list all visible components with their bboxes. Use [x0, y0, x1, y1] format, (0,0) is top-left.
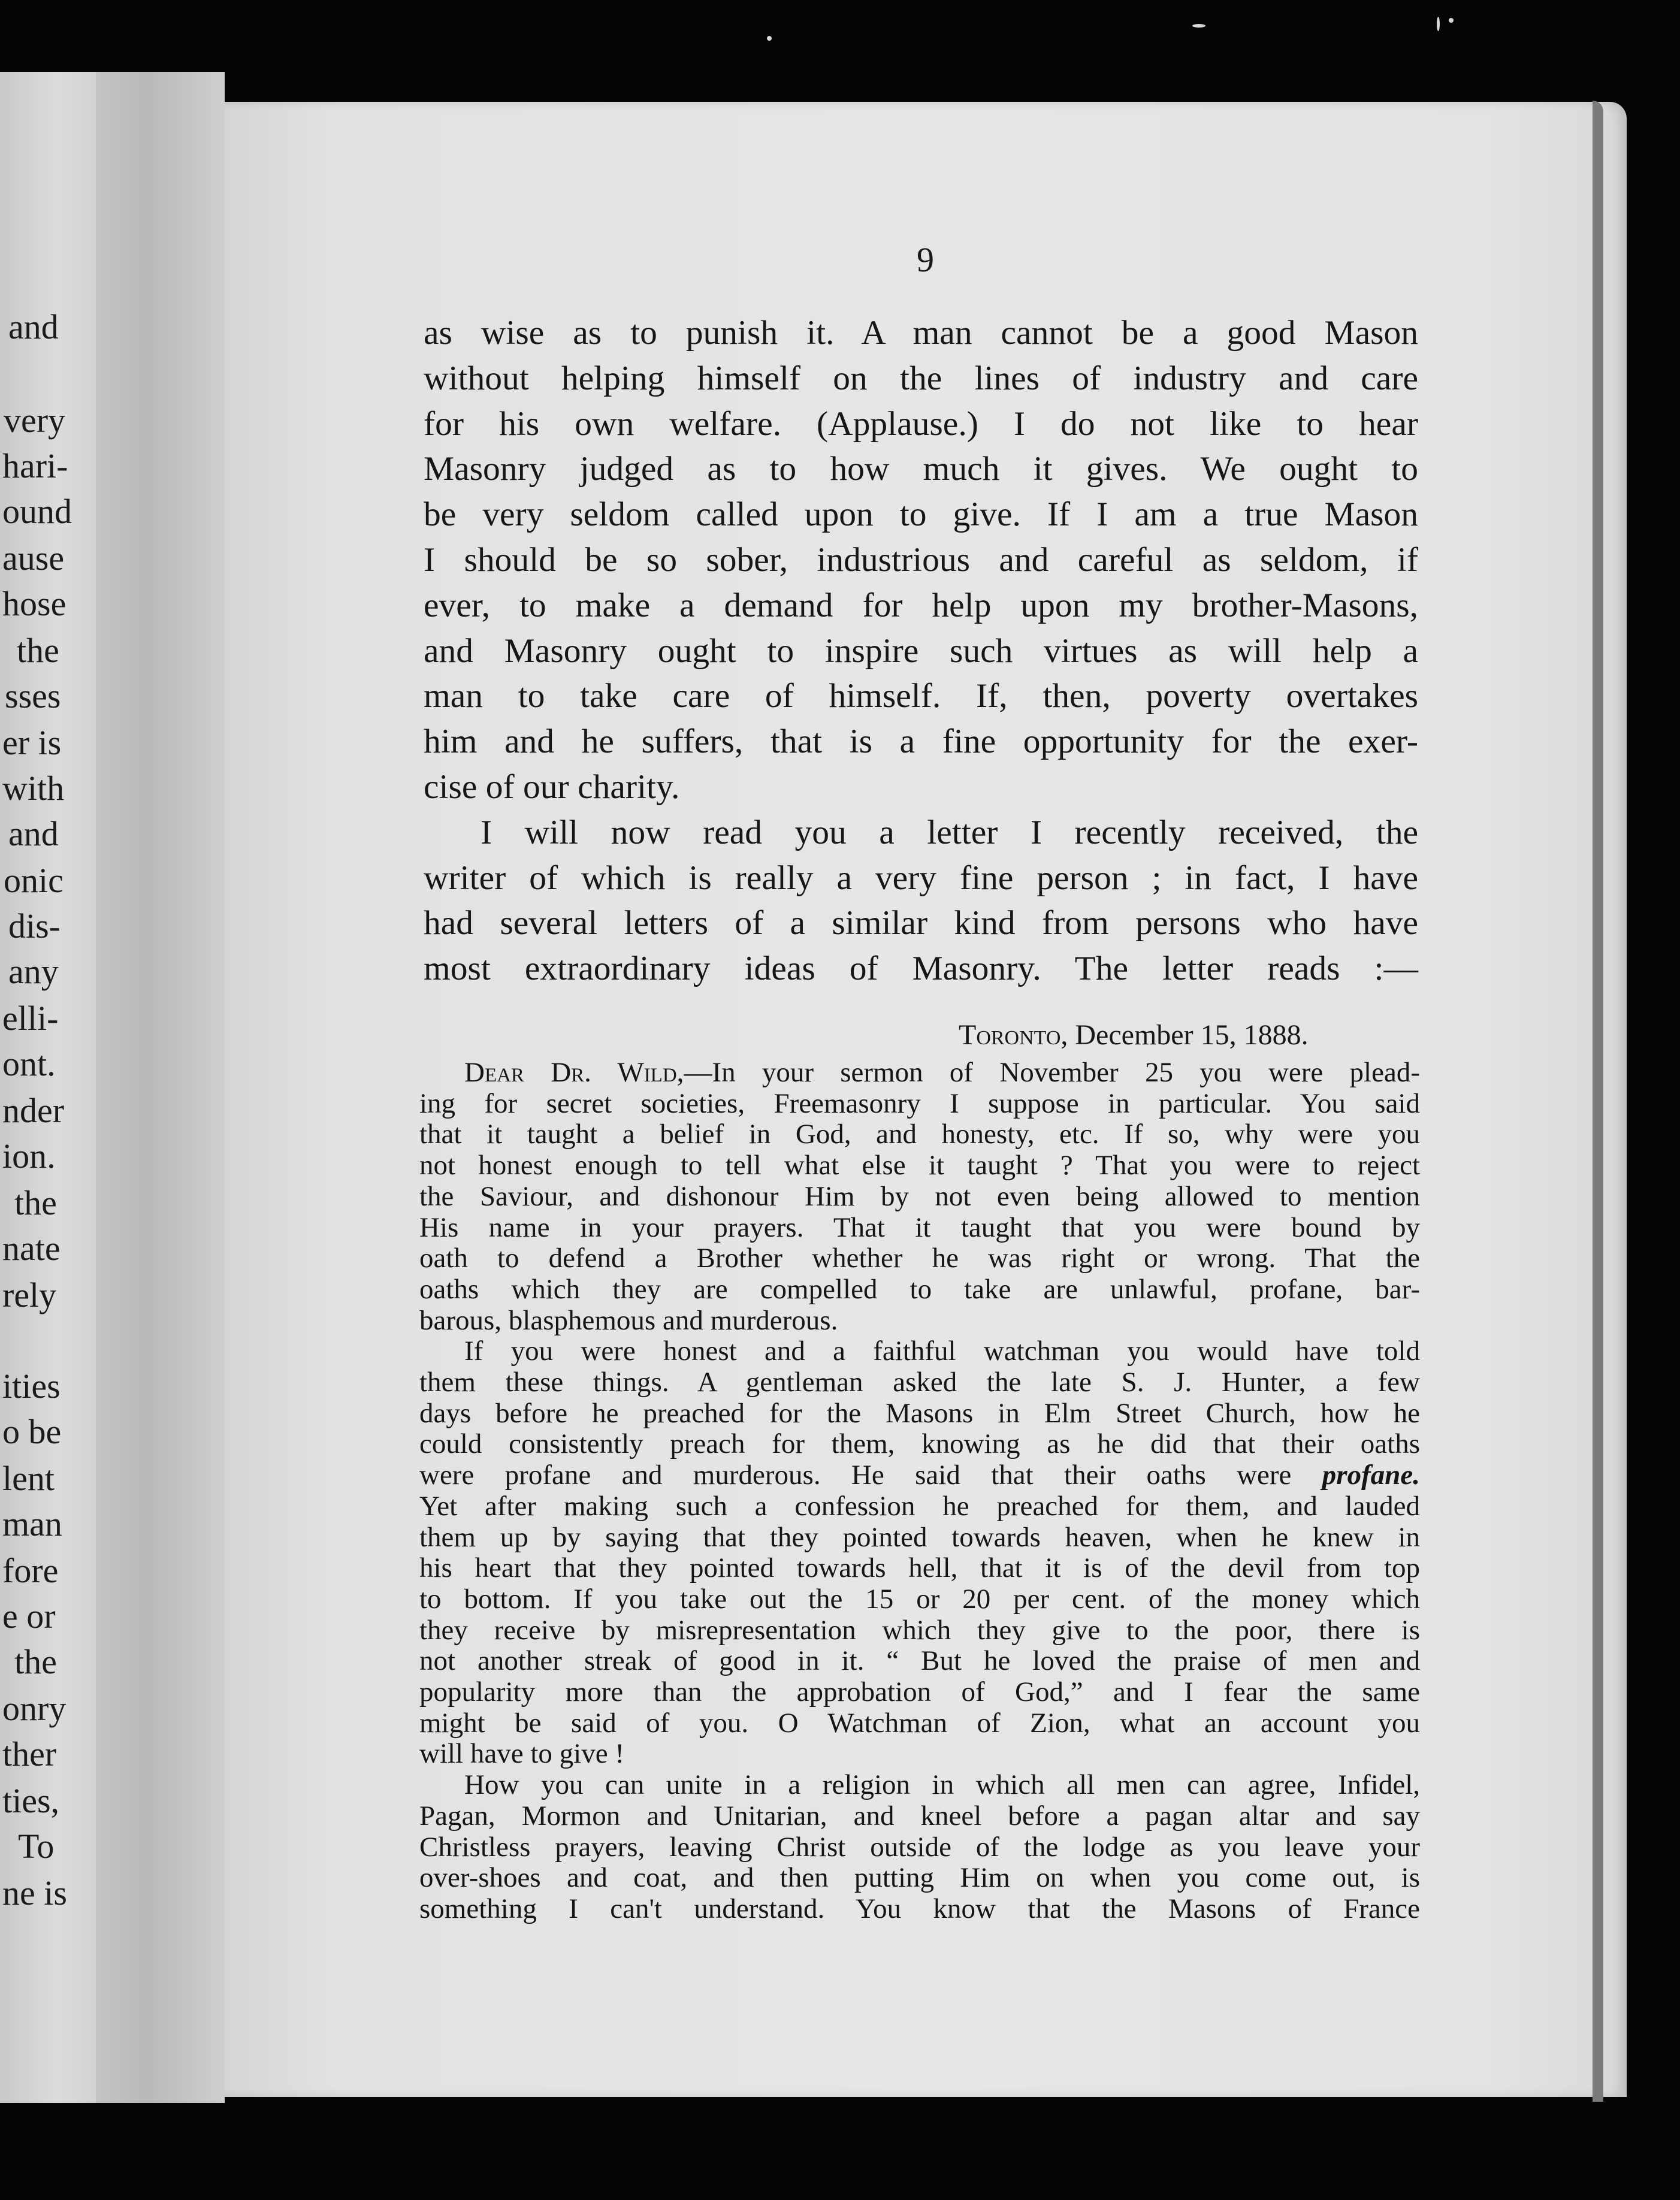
text-line: without helping himself on the lines of industry and care: [424, 359, 1418, 397]
body-text: [424, 310, 1418, 992]
letter-date: December 15, 1888.: [1075, 1019, 1309, 1051]
letter-dateline: [959, 1019, 1309, 1051]
fragment-line: ion.: [2, 1137, 56, 1175]
fragment-line: ther: [2, 1734, 57, 1773]
fragment-line: nate: [2, 1229, 61, 1268]
text-line: them up by saying that they pointed towards heaven, when he knew in: [419, 1521, 1420, 1553]
fragment-line: hari-: [2, 446, 68, 485]
fragment-line: elli-: [2, 999, 59, 1038]
previous-page-edge: [0, 72, 96, 2103]
text-line: man to take care of himself. If, then, poverty overtakes: [424, 677, 1418, 715]
text-line: ing for secret societies, Freemasonry I suppose in particular. You said: [419, 1087, 1420, 1119]
text-line: [419, 1460, 1420, 1491]
text-line: and Masonry ought to inspire such virtues as will help a: [424, 631, 1418, 670]
text-line: oaths which they are compelled to take are unlawful, profane, bar-: [419, 1273, 1420, 1305]
fragment-line: er is: [2, 723, 62, 762]
fragment-line: ne is: [2, 1873, 67, 1912]
scan-speck: [1437, 17, 1440, 31]
letter-salutation: Dear Dr. Wild,: [464, 1057, 684, 1088]
fragment-line: with: [2, 769, 65, 808]
text-line: not another streak of good in it. “ But he loved the praise of men and: [419, 1645, 1420, 1677]
text-line: had several letters of a similar kind from persons who have: [424, 904, 1418, 942]
fragment-line: rely: [2, 1276, 57, 1314]
text-line: writer of which is really a very fine person ; in fact, I have: [424, 859, 1418, 897]
previous-page-text-fragments: [0, 72, 96, 2103]
text-line: Pagan, Mormon and Unitarian, and kneel before a pagan altar and say: [419, 1800, 1420, 1832]
scan-speck: [767, 36, 772, 41]
fragment-line: the: [14, 1642, 57, 1681]
letter-paragraph: [419, 1770, 1420, 1925]
binding-gutter: [96, 72, 225, 2103]
paragraph: [424, 810, 1418, 992]
scan-speck: [1449, 18, 1454, 23]
text-fragment: were profane and murderous. He said that their oaths were: [419, 1459, 1322, 1491]
italic-emphasis: profane.: [1322, 1459, 1420, 1491]
text-line: him and he suffers, that is a fine opportunity for the exer-: [424, 723, 1418, 761]
fragment-line: nder: [2, 1091, 65, 1130]
letter-paragraph: [419, 1057, 1420, 1336]
fragment-line: dis-: [8, 906, 61, 945]
fragment-line: To: [18, 1827, 55, 1866]
text-line: His name in your prayers. That it taught that you were bound by: [419, 1211, 1420, 1243]
fragment-line: ause: [2, 539, 65, 578]
fragment-line: ound: [2, 492, 72, 531]
text-line: popularity more than the approbation of God,” and I fear the same: [419, 1676, 1420, 1708]
text-line: might be said of you. O Watchman of Zion, what an account you: [419, 1707, 1420, 1739]
page-edge-shadow: [1593, 101, 1603, 2102]
letter-place: Toronto,: [959, 1019, 1068, 1051]
fragment-line: o be: [2, 1412, 62, 1451]
quoted-letter: [419, 1057, 1420, 1925]
text-line: I will now read you a letter I recently received, the: [481, 813, 1418, 851]
text-line: Masonry judged as to how much it gives. We ought to: [424, 450, 1418, 488]
fragment-line: onry: [2, 1689, 67, 1728]
text-line: as wise as to punish it. A man cannot be a good Mason: [424, 314, 1418, 352]
letter-paragraph: [419, 1336, 1420, 1770]
text-line: Christless prayers, leaving Christ outside of the lodge as you leave your: [419, 1831, 1420, 1863]
text-line: will have to give !: [419, 1738, 624, 1770]
text-line: for his own welfare. (Applause.) I do not like to hear: [424, 404, 1418, 443]
text-line: barous, blasphemous and murderous.: [419, 1304, 838, 1336]
text-line: cise of our charity.: [424, 767, 680, 806]
text-line: not honest enough to tell what else it taught ? That you were to reject: [419, 1150, 1420, 1181]
text-line: How you can unite in a religion in which all men can agree, Infidel,: [464, 1769, 1420, 1801]
fragment-line: man: [2, 1504, 62, 1543]
text-line: to bottom. If you take out the 15 or 20 per cent. of the money which: [419, 1583, 1420, 1615]
text-line: days before he preached for the Masons in Elm Street Church, how he: [419, 1397, 1420, 1429]
text-fragment: —In your sermon of November 25 you were plead-: [684, 1057, 1420, 1088]
fragment-line: sses: [5, 676, 61, 715]
text-line: them these things. A gentleman asked the late S. J. Hunter, a few: [419, 1367, 1420, 1398]
text-line: something I can't understand. You know that the Masons of France: [419, 1893, 1420, 1924]
paragraph: [424, 310, 1418, 810]
fragment-line: hose: [2, 584, 67, 623]
text-line: they receive by misrepresentation which they give to the poor, there is: [419, 1614, 1420, 1646]
fragment-line: lent: [2, 1459, 55, 1498]
fragment-line: onic: [4, 861, 64, 900]
scan-speck: [1192, 24, 1205, 28]
page-number: 9: [917, 240, 934, 279]
text-line: over-shoes and coat, and then putting Him on when you come out, is: [419, 1862, 1420, 1894]
fragment-line: any: [8, 952, 59, 991]
fragment-line: ities: [2, 1367, 61, 1406]
fragment-line: the: [14, 1183, 57, 1222]
text-line: could consistently preach for them, knowing as he did that their oaths: [419, 1428, 1420, 1460]
text-line: that it taught a belief in God, and honesty, etc. If so, why were you: [419, 1119, 1420, 1150]
text-line: his heart that they pointed towards hell, that it is of the devil from top: [419, 1552, 1420, 1584]
text-line: Yet after making such a confession he preached for them, and lauded: [419, 1490, 1420, 1522]
fragment-line: the: [17, 631, 59, 670]
fragment-line: and: [8, 814, 59, 853]
text-line: most extraordinary ideas of Masonry. The letter reads :—: [424, 950, 1418, 988]
text-line: oath to defend a Brother whether he was right or wrong. That the: [419, 1243, 1420, 1274]
fragment-line: ont.: [2, 1044, 56, 1083]
text-line: ever, to make a demand for help upon my brother-Masons,: [424, 586, 1418, 624]
text-line: be very seldom called upon to give. If I am a true Mason: [424, 495, 1418, 534]
fragment-line: e or: [2, 1597, 56, 1636]
fragment-line: ties,: [2, 1781, 60, 1820]
text-line: [419, 1057, 1420, 1089]
text-line: If you were honest and a faithful watchman you would have told: [464, 1335, 1420, 1367]
fragment-line: fore: [2, 1551, 59, 1590]
text-line: I should be so sober, industrious and careful as seldom, if: [424, 540, 1418, 579]
fragment-line: very: [4, 401, 66, 440]
fragment-line: and: [8, 307, 59, 346]
text-line: the Saviour, and dishonour Him by not even being allowed to mention: [419, 1180, 1420, 1212]
